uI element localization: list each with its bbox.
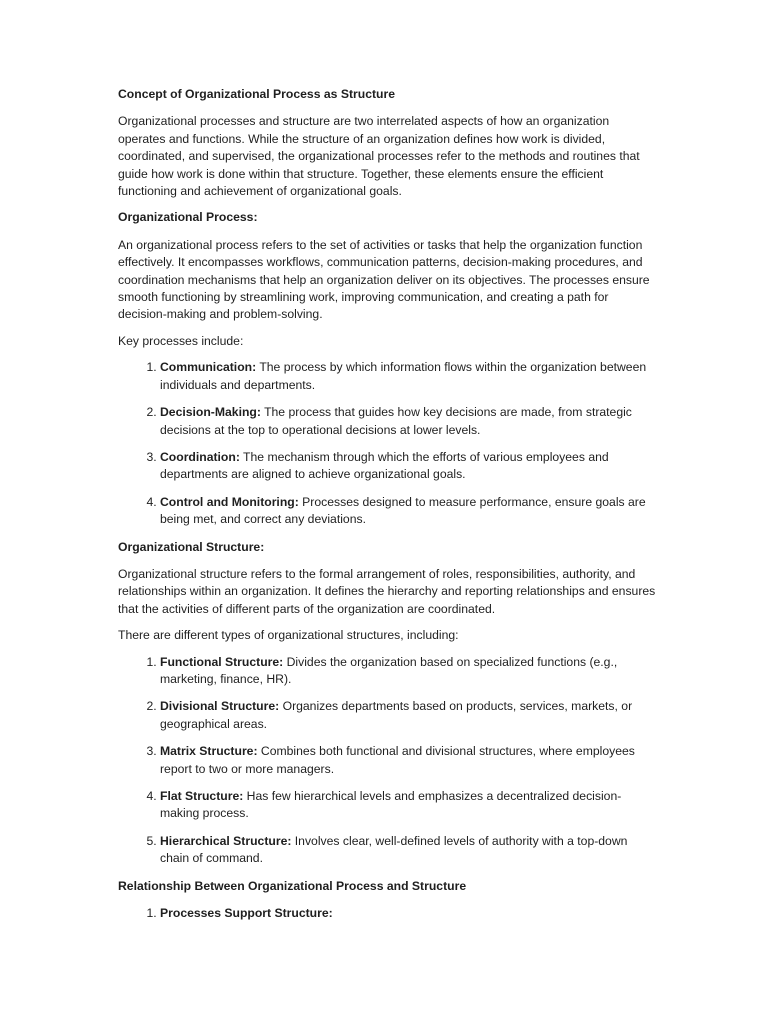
process-heading: Organizational Process:: [118, 210, 258, 225]
list-item: [160, 788, 658, 823]
list-item-text: Has few hierarchical levels and emphasizes a decentralized decision-making process.: [160, 789, 622, 821]
list-item: [160, 494, 658, 529]
process-paragraph: An organizational process refers to the set of activities or tasks that help the organization function effectively. It encompasses workflows, communication patterns, decision-making procedures, and coordination mechanisms that help an organization deliver on its objectives. The processes ensure smooth functioning by streamlining work, improving communication, and creating a path for decision-making and problem-solving.: [118, 237, 650, 322]
list-item-term: Hierarchical Structure:: [160, 833, 292, 848]
list-item-text: Divides the organization based on specialized functions (e.g., marketing, finance, HR).: [160, 654, 618, 686]
list-item-term: Functional Structure:: [160, 654, 284, 669]
structure-heading: Organizational Structure:: [118, 539, 265, 554]
relationship-list: [118, 905, 658, 922]
list-item-text: Combines both functional and divisional structures, where employees report to two or more managers.: [160, 744, 635, 776]
list-item: [160, 359, 658, 394]
document-title: Concept of Organizational Process as Structure: [118, 87, 395, 101]
list-item: [160, 449, 658, 484]
list-item-term: Control and Monitoring:: [160, 494, 299, 509]
list-item-text: Processes designed to measure performance, ensure goals are being met, and correct any deviations.: [160, 494, 646, 527]
list-item: [160, 404, 658, 439]
list-item-term: Communication:: [160, 360, 257, 375]
list-item: [160, 833, 658, 868]
document-page: [118, 86, 658, 932]
process-list: [118, 359, 658, 528]
list-item: [160, 698, 658, 733]
list-item-text: The mechanism through which the efforts of various employees and departments are aligned to achieve organizational goals.: [160, 449, 609, 482]
list-item-text: Organizes departments based on products, services, markets, or geographical areas.: [160, 699, 633, 731]
list-item-text: Involves clear, well-defined levels of authority with a top-down chain of command.: [160, 833, 628, 866]
process-list-intro: Key processes include:: [118, 333, 244, 348]
list-item: [160, 743, 658, 778]
list-item-term: Processes Support Structure:: [160, 906, 333, 921]
structure-list: [118, 654, 658, 868]
list-item-term: Flat Structure:: [160, 789, 244, 803]
list-item-text: The process by which information flows within the organization between individuals and departments.: [160, 360, 647, 392]
relationship-heading: Relationship Between Organizational Process and Structure: [118, 878, 467, 893]
list-item-term: Divisional Structure:: [160, 699, 280, 714]
structure-list-intro: There are different types of organizational structures, including:: [118, 628, 459, 643]
list-item-term: Matrix Structure:: [160, 744, 258, 759]
structure-paragraph: Organizational structure refers to the formal arrangement of roles, responsibilities, authority, and relationships within an organization. It defines the hierarchy and reporting relationships and ensures that the activities of different parts of the organization are coordinated.: [118, 566, 656, 616]
list-item: [160, 654, 658, 689]
intro-paragraph: Organizational processes and structure are two interrelated aspects of how an organization operates and functions. While the structure of an organization defines how work is divided, coordinated, and supervised, the organizational processes refer to the methods and routines that guide how work is done within that structure. Together, these elements ensure the efficient functioning and achievement of organizational goals.: [118, 114, 640, 199]
list-item-term: Decision-Making:: [160, 405, 261, 420]
list-item-term: Coordination:: [160, 449, 240, 464]
list-item: [160, 905, 658, 922]
list-item-text: The process that guides how key decisions are made, from strategic decisions at the top to operational decisions at lower levels.: [160, 405, 632, 437]
